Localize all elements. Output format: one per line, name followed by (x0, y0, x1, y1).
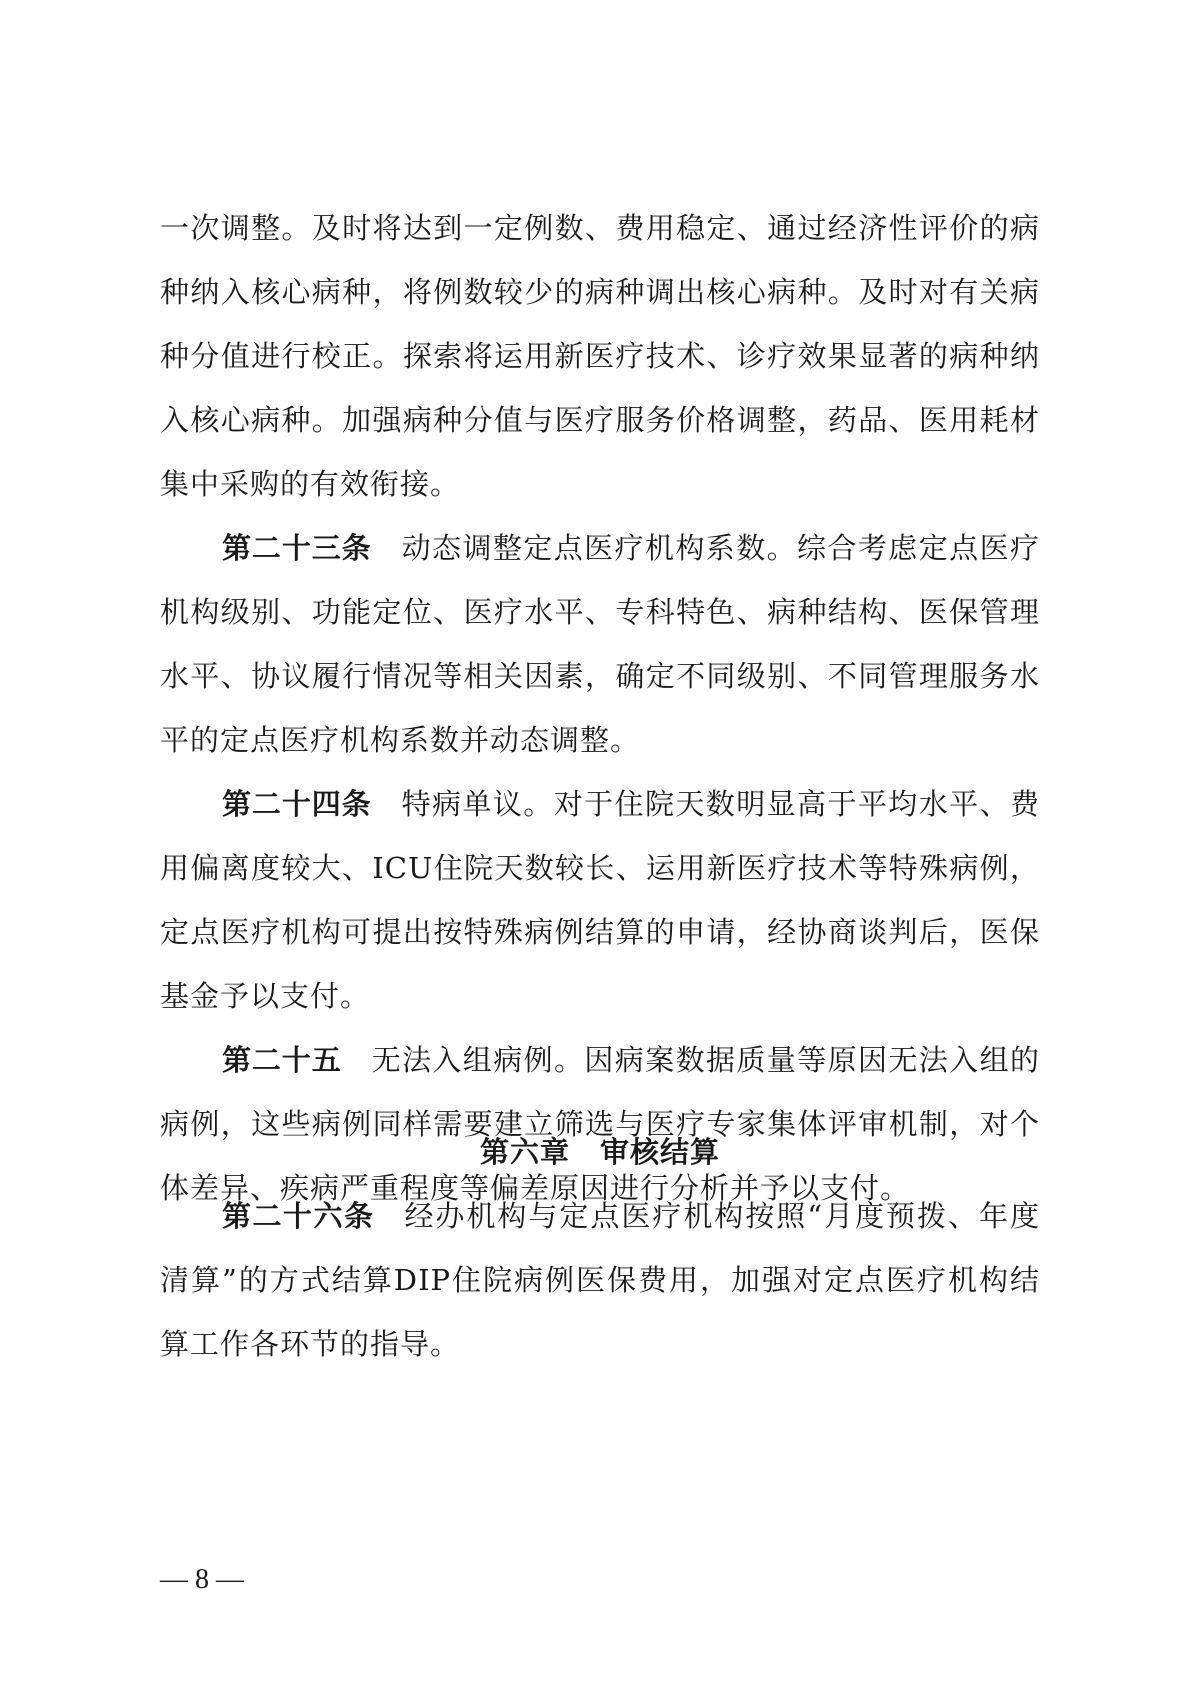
article-text: 经办机构与定点医疗机构按照“月度预拨、年度清算”的方式结算DIP住院病例医保费用，加强对定点医疗机构结算工作各环节的指导。 (160, 1199, 1040, 1361)
page-number: — 8 — (160, 1564, 244, 1595)
chapter-heading (160, 1120, 1040, 1184)
article-number: 第二十五 (222, 1043, 342, 1077)
article-26 (160, 1184, 1040, 1376)
body-text-upper (160, 196, 1040, 1220)
body-text-lower (160, 1184, 1040, 1376)
intro-paragraph: 一次调整。及时将达到一定例数、费用稳定、通过经济性评价的病种纳入核心病种，将例数较少的病种调出核心病种。及时对有关病种分值进行校正。探索将运用新医疗技术、诊疗效果显著的病种纳入核心病种。加强病种分值与医疗服务价格调整，药品、医用耗材集中采购的有效衔接。 (160, 211, 1040, 501)
article-text: 特病单议。对于住院天数明显高于平均水平、费用偏离度较大、ICU住院天数较长、运用新医疗技术等特殊病例，定点医疗机构可提出按特殊病例结算的申请，经协商谈判后，医保基金予以支付。 (160, 787, 1040, 1013)
article-23 (160, 516, 1040, 772)
article-number: 第二十六条 (222, 1199, 375, 1233)
article-text: 无法入组病例。因病案数据质量等原因无法入组的病例，这些病例同样需要建立筛选与医疗专家集体评审机制，对个体差异、疾病严重程度等偏差原因进行分析并予以支付。 (160, 1043, 1040, 1205)
article-24 (160, 772, 1040, 1028)
article-number: 第二十三条 (222, 531, 372, 565)
article-text: 动态调整定点医疗机构系数。综合考虑定点医疗机构级别、功能定位、医疗水平、专科特色、病种结构、医保管理水平、协议履行情况等相关因素，确定不同级别、不同管理服务水平的定点医疗机构系数并动态调整。 (160, 531, 1040, 757)
article-number: 第二十四条 (222, 787, 372, 821)
chapter-number: 第六章 (479, 1135, 570, 1169)
chapter-title: 审核结算 (600, 1135, 721, 1169)
